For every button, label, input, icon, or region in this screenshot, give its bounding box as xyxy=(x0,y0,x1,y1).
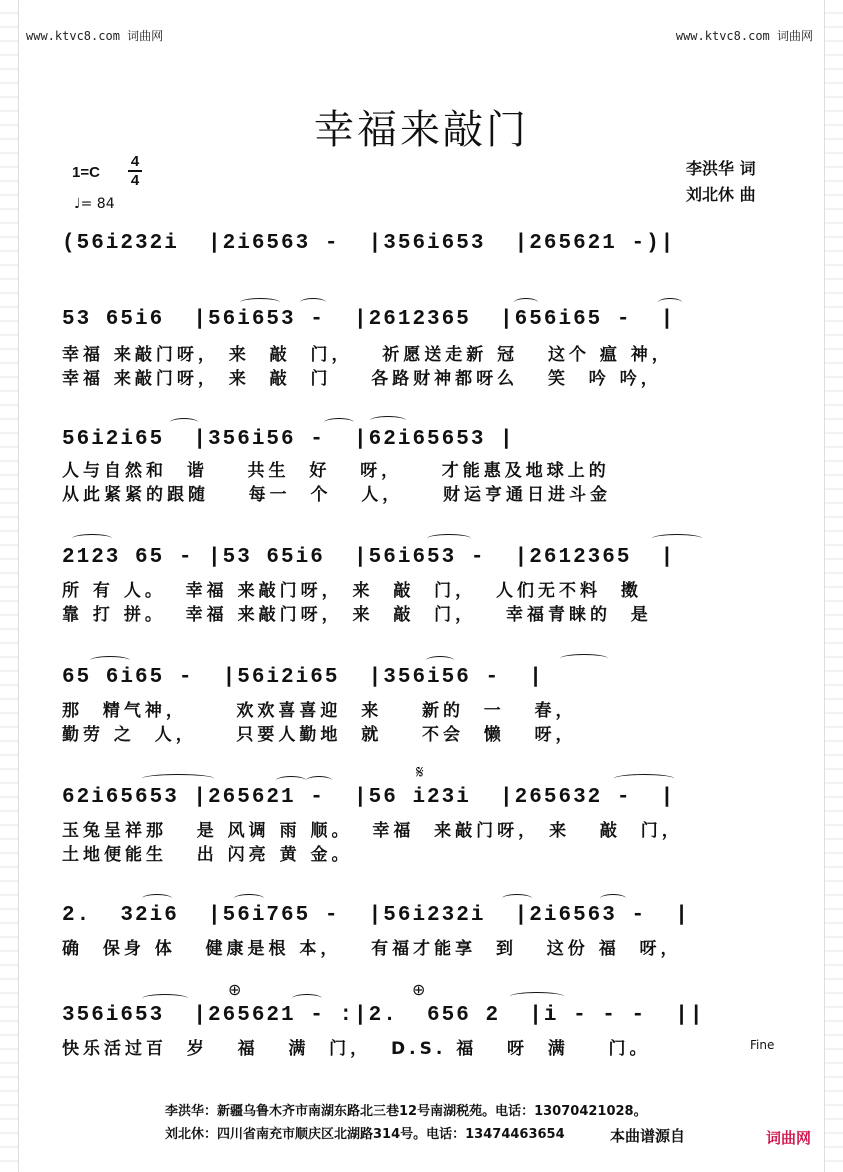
coda-sign-2: ⊕ xyxy=(412,980,426,999)
slur xyxy=(234,894,264,903)
slur xyxy=(514,298,538,307)
slur xyxy=(142,994,188,1003)
slur xyxy=(502,894,532,903)
tempo-mark: ♩= 84 xyxy=(74,196,115,212)
fine-mark: Fine xyxy=(750,1038,775,1052)
slur xyxy=(658,298,682,307)
slur xyxy=(90,656,130,665)
notes-row-6: 62i65653 |265621 - |56 i23i |265632 - | xyxy=(62,786,676,809)
lyrics-row-2-verse-2: 幸福 来敲门呀， 来 敲 门 各路财神都呀么 笑 吟 吟， xyxy=(62,369,662,389)
notes-row-4: 2123 65 - |53 65i6 |56i653 - |2612365 | xyxy=(62,546,676,569)
lyrics-row-2-verse-1: 幸福 来敲门呀， 来 敲 门， 祈愿送走新 冠 这个 瘟 神， xyxy=(62,345,673,365)
notes-row-2: 53 65i6 |56i653 - |2612365 |656i65 - | xyxy=(62,308,676,331)
segno-sign: 𝄋 xyxy=(416,762,424,783)
site-url-left[interactable]: www.ktvc8.com 词曲网 xyxy=(26,29,164,43)
notes-row-8: 356i653 |265621 - :|2. 656 2 |i - - - || xyxy=(62,1004,705,1027)
slur xyxy=(614,774,674,783)
lyrics-row-6-verse-1: 玉兔呈祥那 是 风调 雨 顺。 幸福 来敲门呀， 来 敲 门， xyxy=(62,821,683,841)
lyrics-row-5-verse-1: 那 精气神， 欢欢喜喜迎 来 新的 一 春， xyxy=(62,701,577,721)
slur xyxy=(427,534,471,543)
slur xyxy=(560,654,608,663)
site-url-right[interactable]: www.ktvc8.com 词曲网 xyxy=(675,29,813,43)
lyrics-row-3-verse-1: 人与自然和 谐 共生 好 呀， 才能惠及地球上的 xyxy=(62,461,610,481)
lyrics-row-4-verse-2: 靠 打 拼。 幸福 来敲门呀， 来 敲 门， 幸福青睐的 是 xyxy=(62,605,652,625)
source-note: 本曲谱源自 xyxy=(610,1127,686,1145)
time-top: 4 xyxy=(130,153,140,170)
slur xyxy=(510,992,564,1001)
notes-row-1: (56i232i |2i6563 - |356i653 |265621 -)| xyxy=(62,232,676,255)
slur xyxy=(324,418,354,427)
lyricist-credit: 李洪华 词 xyxy=(686,159,756,178)
watermark-strip-left xyxy=(0,0,19,1172)
brand-logo[interactable]: 词曲网 xyxy=(765,1129,811,1147)
notes-row-7: 2. 32i6 |56i765 - |56i232i |2i6563 - | xyxy=(62,904,690,927)
key-signature: 1=C xyxy=(72,164,100,181)
slur xyxy=(426,656,454,665)
composer-credit: 刘北休 曲 xyxy=(686,185,756,204)
notes-row-5: 65 6i65 - |56i2i65 |356i56 - | xyxy=(62,666,544,689)
time-bottom: 4 xyxy=(128,170,142,189)
footer-contact-lyricist: 李洪华：新疆乌鲁木齐市南湖东路北三巷12号南湖税苑。电话：13070421028。 xyxy=(165,1104,647,1119)
lyrics-row-7-verse-1: 确 保身 体 健康是根 本， 有福才能享 到 这份 福 呀， xyxy=(62,939,682,959)
coda-sign-1: ⊕ xyxy=(228,980,242,999)
lyrics-row-4-verse-1: 所 有 人。 幸福 来敲门呀， 来 敲 门， 人们无不料 擞 xyxy=(62,581,642,601)
lyrics-row-5-verse-2: 勤劳 之 人， 只要人勤地 就 不会 懒 呀， xyxy=(62,725,577,745)
slur xyxy=(652,534,702,543)
slur xyxy=(300,298,326,307)
slur xyxy=(170,418,198,427)
slur xyxy=(240,298,280,307)
footer-contact-composer: 刘北休：四川省南充市顺庆区北湖路314号。电话：13474463654 xyxy=(165,1127,565,1142)
slur xyxy=(306,776,332,785)
slur xyxy=(142,774,214,783)
lyrics-row-6-verse-2: 土地便能生 出 闪亮 黄 金。 xyxy=(62,845,353,865)
slur xyxy=(600,894,626,903)
notes-row-3: 56i2i65 |356i56 - |62i65653 | xyxy=(62,428,515,451)
slur xyxy=(292,994,322,1003)
slur xyxy=(72,534,112,543)
watermark-strip-right xyxy=(824,0,843,1172)
slur xyxy=(142,894,172,903)
lyrics-row-3-verse-2: 从此紧紧的跟随 每一 个 人， 财运亨通日进斗金 xyxy=(62,485,611,505)
lyrics-row-8-verse-1: 快乐活过百 岁 福 满 门， D.S. 福 呀 满 门。 xyxy=(62,1039,651,1059)
song-title: 幸福来敲门 xyxy=(314,107,529,153)
slur xyxy=(276,776,306,785)
time-signature xyxy=(128,153,142,189)
slur xyxy=(370,416,406,425)
